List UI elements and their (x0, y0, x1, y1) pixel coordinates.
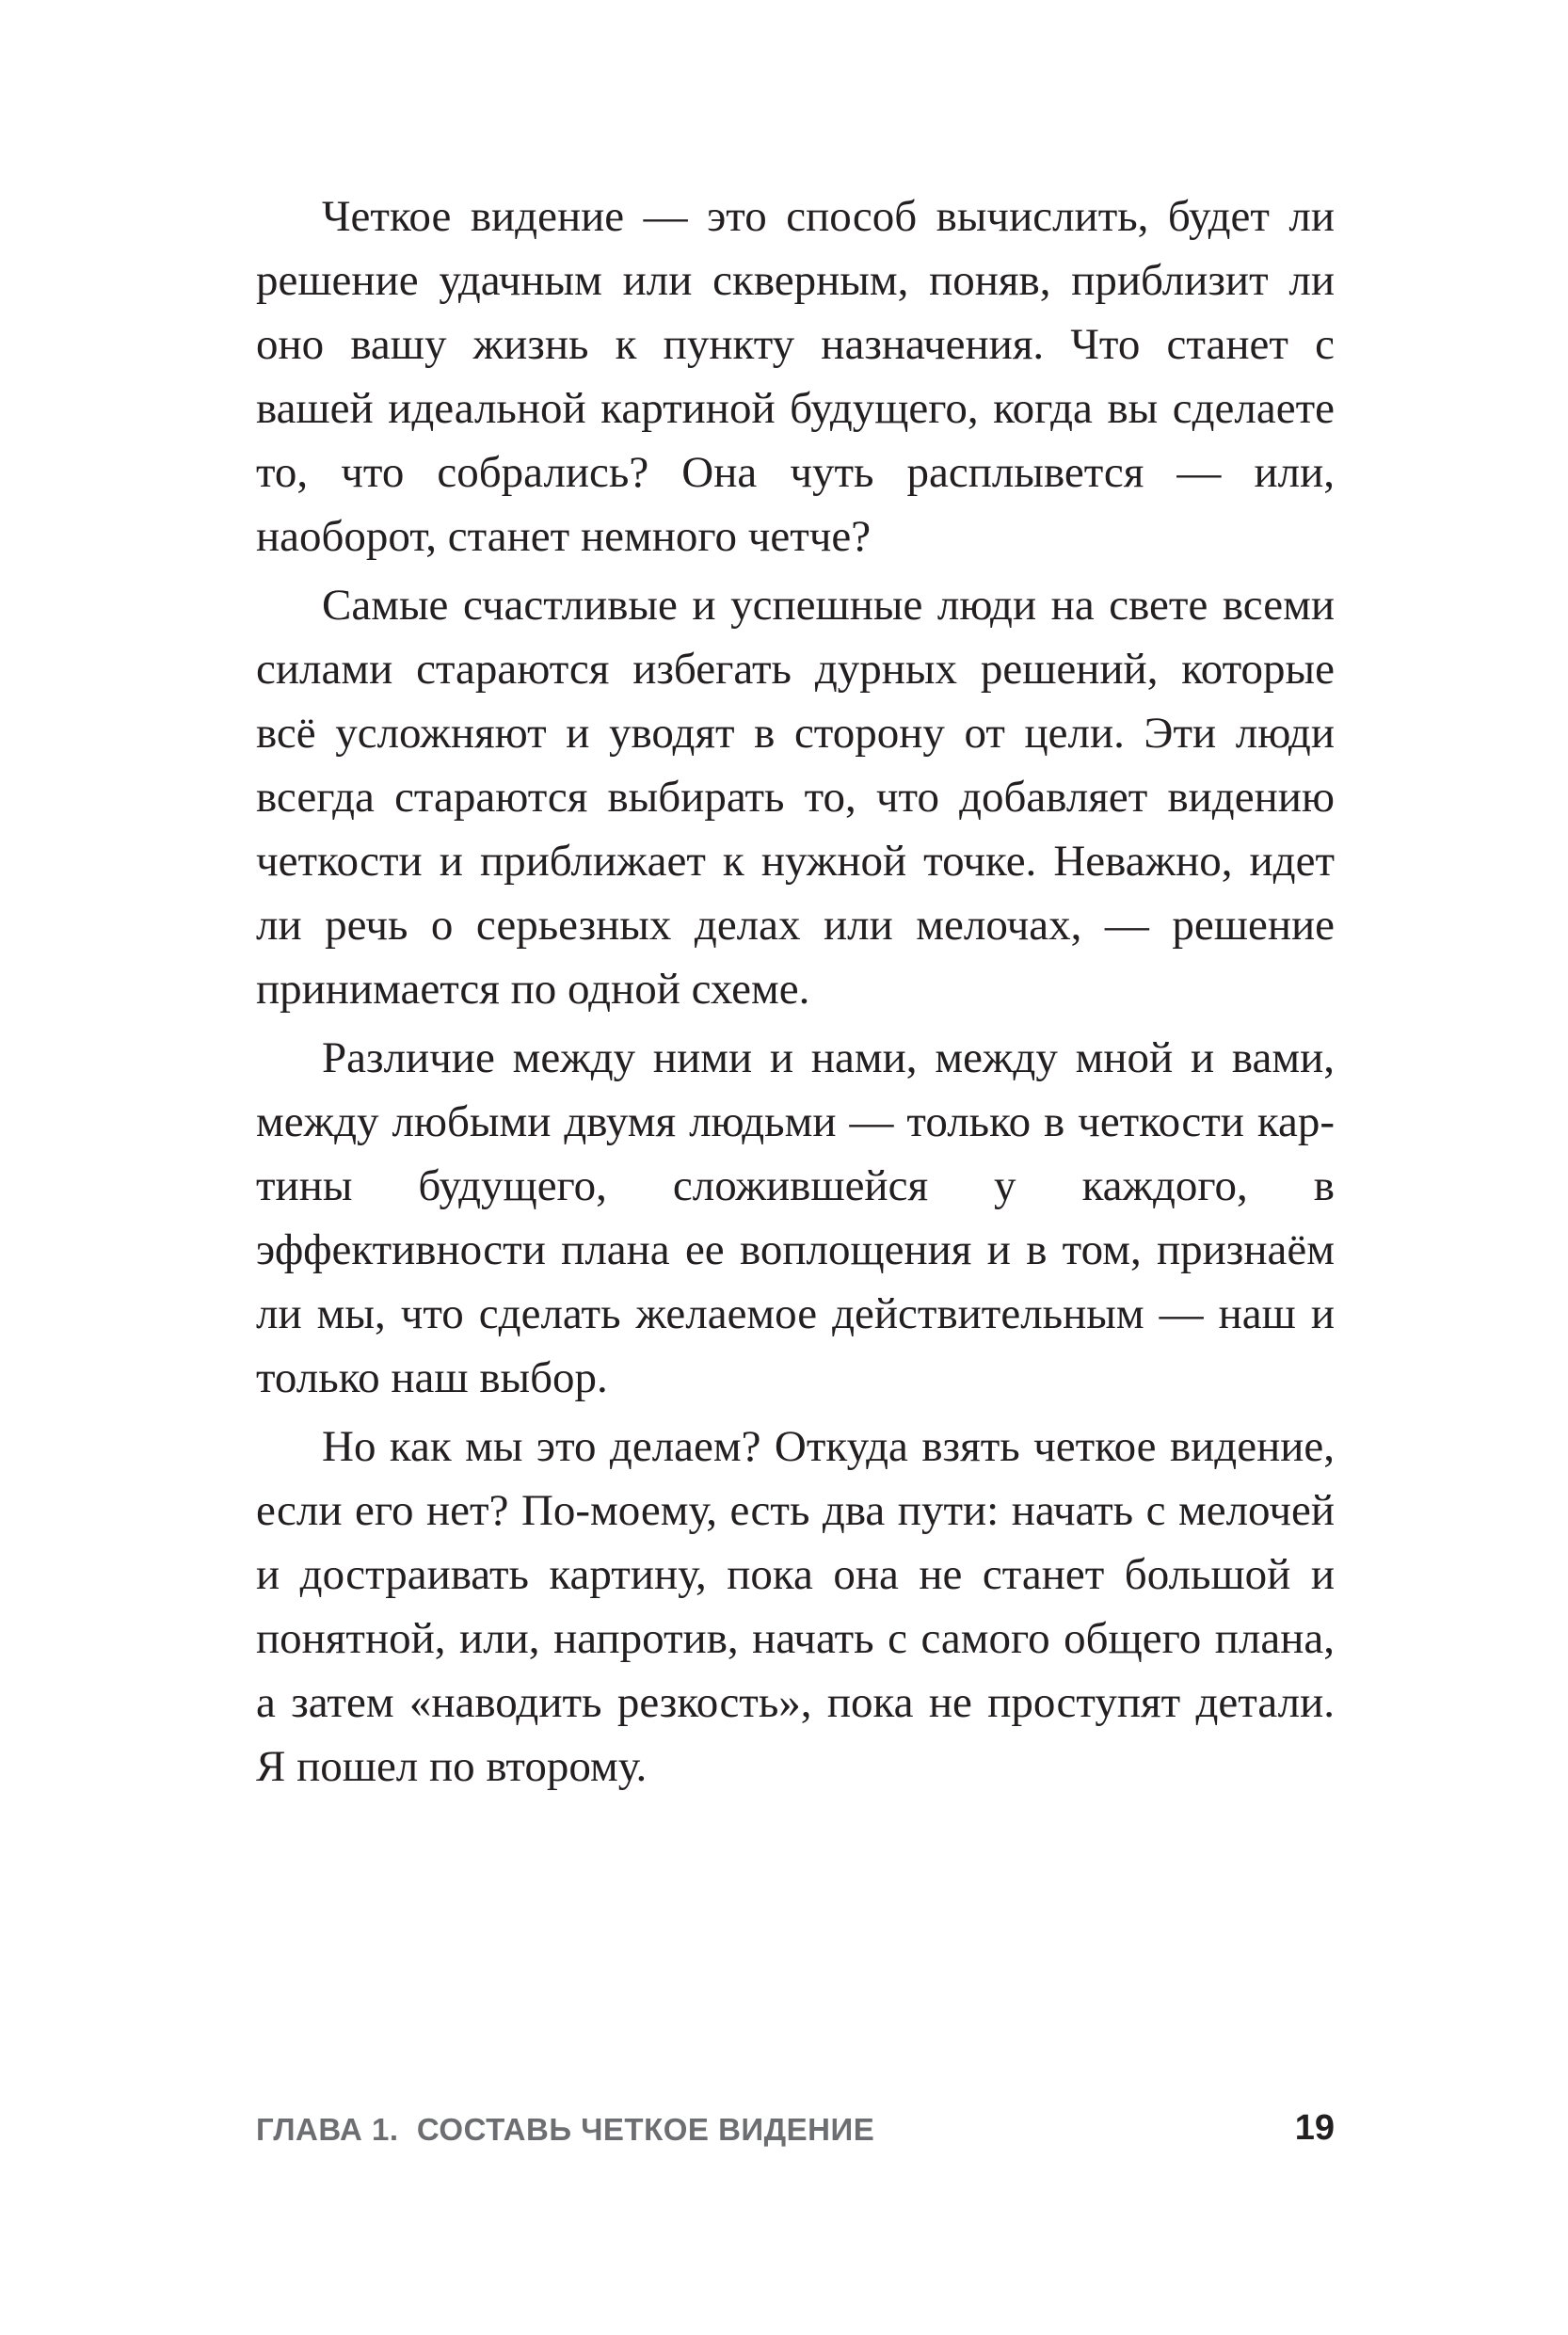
page-number: 19 (1294, 2108, 1335, 2148)
paragraph-3: Различие между ними и нами, между мной и вами, между любыми двумя людьми — только в четкости картины будущего, сложившейся у каждого, в эффективности плана ее воплощения и в том, признаём ли мы, что сделать желаемое действительным — наш и только наш выбор. (256, 1033, 1335, 1402)
paragraph-2: Самые счастливые и успешные люди на свете всеми силами стараются избегать дурных решений, которые всё усложняют и уводят в сторону от цели. Эти люди всегда стараются выбирать то, что добавляет видению четкости и приближает к нужной точке. Неважно, идет ли речь о серьезных делах или мелочах, — решение принимается по одной схеме. (256, 581, 1335, 1014)
paragraph-1: Четкое видение — это способ вычислить, будет ли решение удачным или скверным, поняв, приблизит ли оно вашу жизнь к пункту назначения. Что станет с вашей идеальной картиной будущего, когда вы сделаете то, что собрались? Она чуть расплывется — или, наоборот, станет немного четче? (256, 192, 1335, 561)
paragraph-4: Но как мы это делаем? Откуда взять четкое видение, если его нет? По-моему, есть два пути: начать с мелочей и достраивать картину, пока она не станет большой и понятной, или, напротив, начать с самого общего плана, а затем «наводить резкость», пока не проступят детали. Я пошел по второму. (256, 1422, 1335, 1791)
running-footer-chapter-title: ГЛАВА 1. СОСТАВЬ ЧЕТКОЕ ВИДЕНИЕ (256, 2112, 875, 2147)
body-text (256, 184, 1335, 1803)
